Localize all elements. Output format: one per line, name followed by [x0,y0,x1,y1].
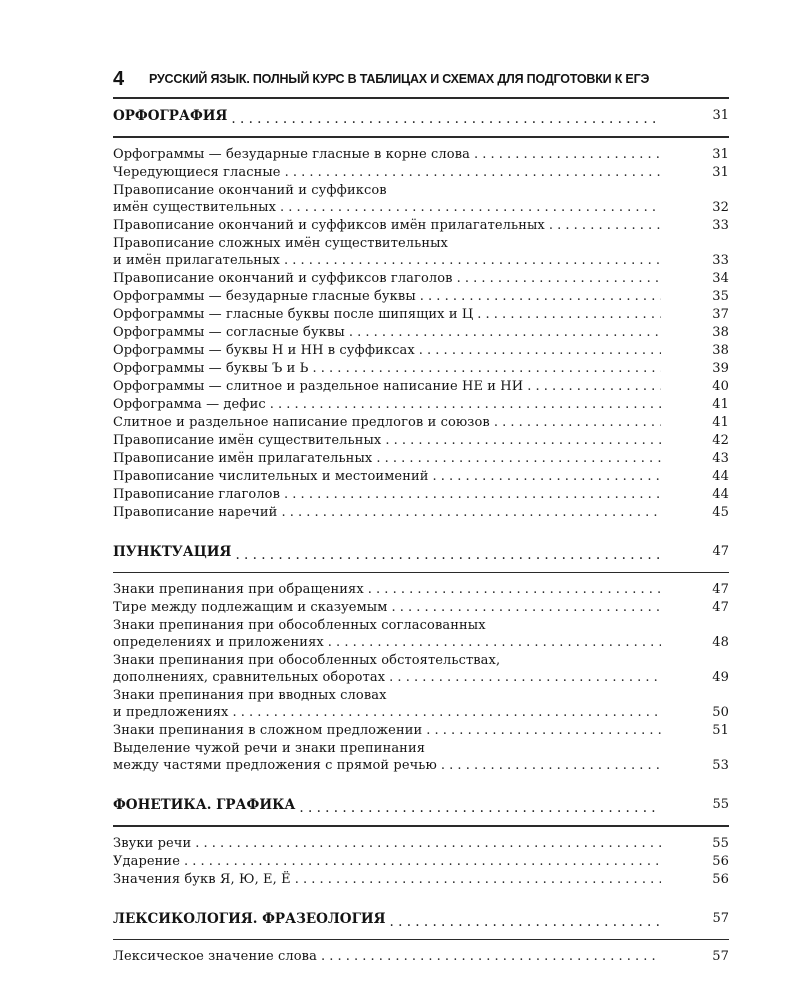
toc-entry-title-line-1: Правописание окончаний и суффиксов [113,182,387,198]
toc-entry-title: Ударение [113,853,180,869]
toc-entry-title: Правописание имён прилагательных [113,450,373,466]
toc-entry[interactable] [113,599,729,617]
toc-entry-page-number: 57 [712,949,729,964]
toc-entry-title: Знаки препинания при обращениях [113,582,364,597]
dot-leader [328,634,661,652]
dot-leader [527,378,661,396]
toc-entry-page-number: 33 [712,217,729,233]
dot-leader [457,270,661,288]
toc-entry[interactable] [113,450,729,468]
toc-entry-title: Орфограмма — дефис [113,396,266,412]
toc-entry-title: Орфограммы — слитное и раздельное написание НЕ и НИ [113,378,524,394]
toc-entry-title-line-2: определениях и приложениях [113,635,324,650]
dot-leader [280,199,661,217]
toc-entry-page-number: 31 [712,146,729,162]
toc-entry-page-number: 37 [712,306,729,322]
toc-entry[interactable] [113,948,729,966]
section-title: ОРФОГРАФИЯ [113,108,228,124]
toc-entry-page-number: 48 [712,635,729,650]
toc-entry-title: Орфограммы — согласные буквы [113,324,345,340]
dot-leader [376,450,661,468]
dot-leader [284,252,661,270]
toc-entry[interactable] [113,468,729,486]
dot-leader [389,669,661,687]
toc-entry-title-line-1: Знаки препинания при обособленных обстоятельствах, [113,653,501,668]
dot-leader [313,360,661,378]
toc-entry-page-number: 44 [712,486,729,502]
toc-entry-page-number: 31 [712,164,729,180]
dot-leader [270,396,661,414]
toc-entry[interactable] [113,486,729,504]
toc-entry-page-number: 45 [712,504,729,520]
toc-entry-page-number: 38 [712,324,729,340]
toc-entry-title: Орфограммы — безударные гласные буквы [113,288,416,304]
section-page-number: 57 [712,910,729,926]
toc-entry[interactable] [113,288,729,306]
toc-entry[interactable] [113,306,729,324]
toc-entry[interactable] [113,235,729,270]
dot-leader [390,913,661,931]
toc-entry[interactable] [113,652,729,687]
toc-entry-title: Орфограммы — гласные буквы после шипящих и Ц [113,306,474,322]
toc-entry-title-line-2: между частями предложения с прямой речью [113,758,437,773]
toc-entry-title: Лексическое значение слова [113,949,317,964]
dot-leader [232,704,661,722]
dot-leader [368,581,661,599]
toc-entry-title: Орфограммы — безударные гласные в корне слова [113,146,470,162]
toc-entry-title: Орфограммы — буквы Ъ и Ь [113,360,309,376]
toc-entry-title: Знаки препинания в сложном предложении [113,723,423,738]
toc-entry-page-number: 42 [712,432,729,448]
dot-leader [284,486,661,504]
toc-entry[interactable] [113,378,729,396]
dot-leader [433,468,662,486]
toc-entry-title: Правописание глаголов [113,486,281,502]
toc-entry[interactable] [113,342,729,360]
toc-entry-title: Правописание имён существительных [113,432,382,448]
toc-entry-title-line-1: Выделение чужой речи и знаки препинания [113,741,426,756]
toc-entry[interactable] [113,687,729,722]
toc-entry-page-number: 35 [712,288,729,304]
section-gap [113,522,729,540]
toc-entry[interactable] [113,324,729,342]
toc-entry[interactable] [113,182,729,217]
section-page-number: 31 [712,108,729,123]
dot-leader [295,871,661,889]
dot-leader [281,504,661,522]
toc-entry-page-number: 41 [712,414,729,430]
dot-leader [231,110,661,128]
dot-leader [419,342,661,360]
toc-entry-title: Слитное и раздельное написание предлогов и союзов [113,414,490,430]
toc-entry[interactable] [113,146,729,164]
toc-entry-page-number: 56 [712,871,729,887]
toc-entry-page-number: 49 [712,670,729,685]
section-divider [113,825,729,827]
dot-leader [299,799,661,817]
toc-entry-title: Орфограммы — буквы Н и НН в суффиксах [113,342,415,358]
toc-entry-title-line-1: Знаки препинания при вводных словах [113,688,387,703]
section-title: ЛЕКСИКОЛОГИЯ. ФРАЗЕОЛОГИЯ [113,910,386,927]
toc-entry-title: Чередующиеся гласные [113,164,281,180]
section-page-number: 47 [712,543,729,559]
toc-entry-page-number: 47 [712,582,729,597]
dot-leader [441,757,661,775]
toc-entry[interactable] [113,853,729,871]
dot-leader [494,414,661,432]
section-heading[interactable] [113,104,729,128]
section-heading[interactable] [113,540,729,564]
toc-entry-title-line-2: и предложениях [113,705,229,720]
section-gap [113,889,729,907]
running-title: РУССКИЙ ЯЗЫК. ПОЛНЫЙ КУРС В ТАБЛИЦАХ И СХЕМАХ ДЛЯ ПОДГОТОВКИ К ЕГЭ [149,72,650,86]
dot-leader [285,164,661,182]
toc-entry-page-number: 51 [712,723,729,738]
toc-entry[interactable] [113,396,729,414]
toc-entry-page-number: 50 [712,705,729,720]
dot-leader [391,599,661,617]
dot-leader [420,288,661,306]
dot-leader [195,835,661,853]
section-divider [113,572,729,574]
toc-entry-title: Правописание окончаний и суффиксов имён прилагательных [113,217,545,233]
section-title: ФОНЕТИКА. ГРАФИКА [113,797,296,813]
section-page-number: 55 [712,797,729,812]
toc-entry[interactable] [113,504,729,522]
section-heading[interactable] [113,907,729,931]
toc-entry-page-number: 33 [712,252,729,268]
toc-entry-title-line-2: имён существительных [113,199,276,215]
toc-entry[interactable] [113,740,729,775]
table-of-contents [113,104,729,966]
section-divider [113,136,729,138]
toc-entry-page-number: 40 [712,378,729,394]
toc-entry-title-line-1: Знаки препинания при обособленных согласованных [113,618,486,633]
toc-entry-title-line-2: и имён прилагательных [113,252,280,268]
toc-entry-page-number: 39 [712,360,729,376]
toc-entry[interactable] [113,360,729,378]
dot-leader [235,546,661,564]
toc-entry-page-number: 38 [712,342,729,358]
toc-entry[interactable] [113,581,729,599]
dot-leader [184,853,661,871]
dot-leader [426,722,661,740]
toc-entry[interactable] [113,270,729,288]
toc-entry[interactable] [113,871,729,889]
dot-leader [385,432,661,450]
toc-entry[interactable] [113,835,729,853]
page-header [113,66,729,92]
toc-entry-page-number: 32 [712,199,729,215]
toc-entry[interactable] [113,617,729,652]
toc-entry-page-number: 56 [712,853,729,869]
toc-entry[interactable] [113,414,729,432]
dot-leader [474,146,661,164]
section-title: ПУНКТУАЦИЯ [113,543,232,560]
dot-leader [477,306,661,324]
toc-entry-title: Правописание наречий [113,504,278,520]
dot-leader [349,324,661,342]
section-heading[interactable] [113,793,729,817]
toc-entry-title: Тире между подлежащим и сказуемым [113,600,388,615]
toc-entry[interactable] [113,432,729,450]
toc-entry[interactable] [113,164,729,182]
toc-entry[interactable] [113,722,729,740]
toc-entry-title: Значения букв Я, Ю, Е, Ё [113,871,291,887]
toc-entry-page-number: 34 [712,270,729,286]
toc-entry-page-number: 47 [712,600,729,615]
toc-entry-page-number: 55 [712,835,729,851]
dot-leader [321,948,661,966]
toc-entry-title: Правописание окончаний и суффиксов глаголов [113,270,453,286]
toc-entry-page-number: 43 [712,450,729,466]
toc-entry-page-number: 41 [712,396,729,412]
toc-entry[interactable] [113,217,729,235]
page-number: 4 [113,68,125,90]
toc-entry-page-number: 44 [712,468,729,484]
header-divider [113,97,729,99]
toc-entry-title-line-2: дополнениях, сравнительных оборотах [113,670,386,685]
toc-entry-title: Звуки речи [113,835,192,851]
section-divider [113,939,729,941]
toc-entry-page-number: 53 [712,758,729,773]
toc-entry-title-line-1: Правописание сложных имён существительных [113,235,448,251]
section-gap [113,775,729,793]
dot-leader [549,217,661,235]
toc-entry-title: Правописание числительных и местоимений [113,468,429,484]
